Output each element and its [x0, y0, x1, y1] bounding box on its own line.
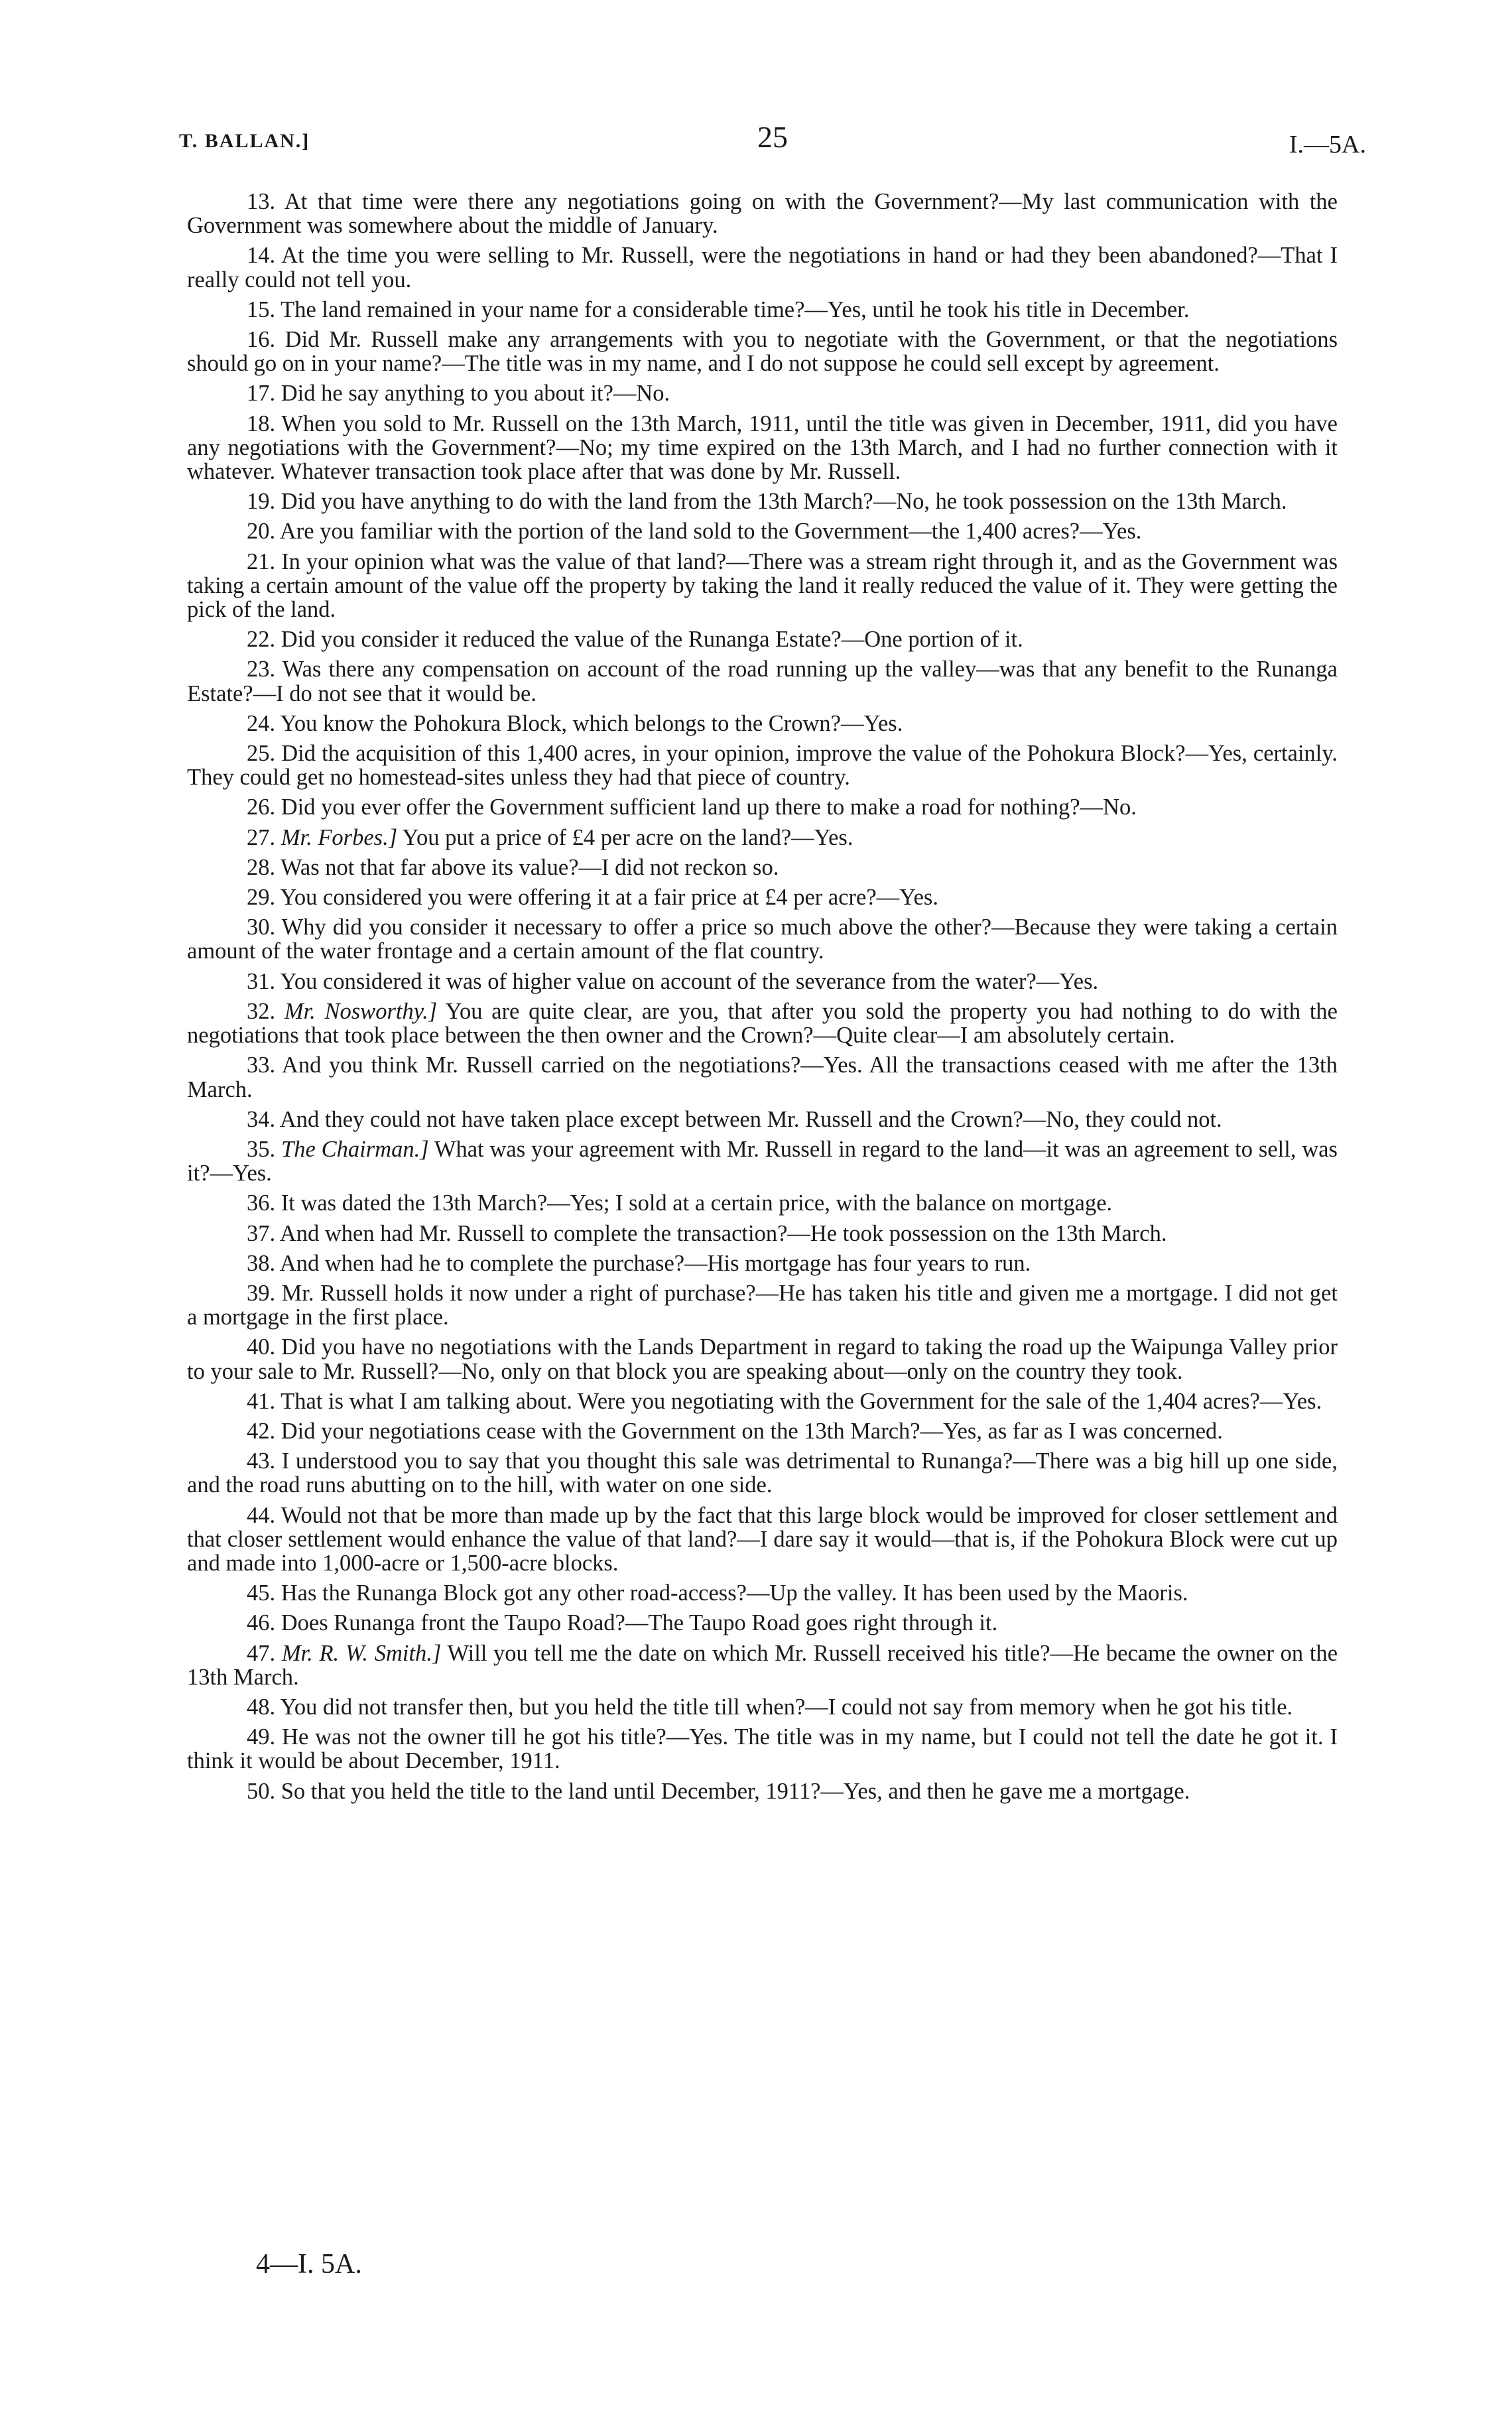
speaker-name: Mr. Forbes.] — [281, 824, 398, 850]
testimony-paragraph — [187, 712, 1338, 735]
testimony-paragraph — [187, 1191, 1338, 1215]
testimony-paragraph — [187, 519, 1338, 543]
page-header — [179, 119, 1366, 172]
paragraph-text: 25. Did the acquisition of this 1,400 acres, in your opinion, improve the value of the Pohokura Block?—Yes, certainly. They could get no homestead-sites unless they had that piece of country. — [187, 741, 1338, 791]
paragraph-text: 19. Did you have anything to do with the land from the 13th March?—No, he took possession on the 13th March. — [247, 489, 1287, 515]
paragraph-text: 42. Did your negotiations cease with the Government on the 13th March?—Yes, as far as I was concerned. — [247, 1418, 1223, 1444]
testimony-paragraph — [187, 1335, 1338, 1383]
paragraph-text: 48. You did not transfer then, but you held the title till when?—I could not say from memory when he got his title. — [247, 1694, 1293, 1720]
paragraph-text: 44. Would not that be more than made up by the fact that this large block would be improved for closer settlement and that closer settlement would enhance the value of that land?—I dare say it would—that is, if the Pohokura Block were cut up and made into 1,000-acre or 1,500-acre blocks. — [187, 1502, 1338, 1576]
testimony-paragraph — [187, 741, 1338, 789]
testimony-paragraph — [187, 970, 1338, 993]
paragraph-text: 33. And you think Mr. Russell carried on the negotiations?—Yes. All the transactions ceased with me after the 13th March. — [187, 1053, 1338, 1102]
paragraph-text: 40. Did you have no negotiations with the Lands Department in regard to taking the road up the Waipunga Valley prior to your sale to Mr. Russell?—No, only on that block you are speaking about—only on the country they took. — [187, 1334, 1338, 1384]
paragraph-text: 26. Did you ever offer the Government sufficient land up there to make a road for nothing?—No. — [247, 795, 1137, 820]
paragraph-text: 14. At the time you were selling to Mr. Russell, were the negotiations in hand or had they been abandoned?—That I really could not tell you. — [187, 243, 1338, 292]
paragraph-text: 36. It was dated the 13th March?—Yes; I sold at a certain price, with the balance on mortgage. — [247, 1190, 1113, 1216]
paragraph-text: 38. And when had he to complete the purchase?—His mortgage has four years to run. — [247, 1250, 1031, 1276]
paragraph-text: Will you tell me the date on which Mr. Russell received his title?—He became the owner on the 13th March. — [187, 1640, 1338, 1690]
testimony-paragraph — [187, 856, 1338, 879]
question-number: 47. — [247, 1640, 276, 1666]
paragraph-text: 41. That is what I am talking about. Were you negotiating with the Government for the sale of the 1,404 acres?—Yes. — [247, 1388, 1322, 1414]
testimony-paragraph — [187, 1222, 1338, 1246]
paragraph-text: 23. Was there any compensation on account of the road running up the valley—was that any benefit to the Runanga Estate?—I do not see that it would be. — [187, 657, 1338, 706]
testimony-paragraph — [187, 1725, 1338, 1773]
paragraph-text: You put a price of £4 per acre on the land?—Yes. — [402, 824, 853, 850]
paragraph-text: 29. You considered you were offering it at a fair price at £4 per acre?—Yes. — [247, 885, 938, 911]
paragraph-text: 21. In your opinion what was the value of that land?—There was a stream right through it, and as the Government was taking a certain amount of the value off the property by taking the land it really reduced the value of it. They were getting the pick of the land. — [187, 548, 1338, 623]
paragraph-text: You are quite clear, are you, that after you sold the property you had nothing to do with the negotiations that took place between the then owner and the Crown?—Quite clear—I am absolutely certain. — [187, 998, 1338, 1049]
paragraph-text: 15. The land remained in your name for a considerable time?—Yes, until he took his title in December. — [247, 296, 1190, 322]
paragraph-text: 45. Has the Runanga Block got any other road-access?—Up the valley. It has been used by the Maoris. — [247, 1580, 1188, 1606]
paragraph-text: 49. He was not the owner till he got his title?—Yes. The title was in my name, but I could not tell the date he got it. I think it would be about December, 1911. — [187, 1724, 1338, 1774]
paragraph-text: 18. When you sold to Mr. Russell on the 13th March, 1911, until the title was given in December, 1911, did you have any negotiations with the Government?—No; my time expired on the 13th March, and I had no further connection with it whatever. Whatever transaction took place after that was done by Mr. Russell. — [187, 411, 1338, 485]
paragraph-text: 22. Did you consider it reduced the value of the Runanga Estate?—One portion of it. — [247, 627, 1023, 653]
question-number: 35. — [247, 1136, 276, 1162]
testimony-paragraph — [187, 885, 1338, 909]
testimony-paragraph — [187, 1779, 1338, 1803]
paragraph-text: 31. You considered it was of higher value on account of the severance from the water?—Yes. — [247, 968, 1099, 994]
testimony-paragraph — [187, 298, 1338, 322]
testimony-paragraph — [187, 381, 1338, 405]
paragraph-text: 50. So that you held the title to the land until December, 1911?—Yes, and then he gave me a mortgage. — [247, 1778, 1190, 1804]
paragraph-text: 16. Did Mr. Russell make any arrangements with you to negotiate with the Government, or that the negotiations should go on in your name?—The title was in my name, and I do not suppose he could sell except by agreement. — [187, 327, 1338, 377]
testimony-paragraph — [187, 627, 1338, 651]
testimony-body — [187, 190, 1338, 1809]
report-reference: I.—5A. — [1289, 131, 1366, 159]
testimony-paragraph — [187, 1419, 1338, 1443]
testimony-paragraph — [187, 795, 1338, 819]
testimony-paragraph — [187, 1449, 1338, 1497]
testimony-paragraph — [187, 190, 1338, 237]
testimony-paragraph — [187, 1611, 1338, 1635]
paragraph-text: 20. Are you familiar with the portion of the land sold to the Government—the 1,400 acres?—Yes. — [247, 519, 1142, 544]
speaker-name: Mr. R. W. Smith.] — [281, 1640, 442, 1666]
testimony-paragraph — [187, 999, 1338, 1047]
paragraph-text: 43. I understood you to say that you thought this sale was detrimental to Runanga?—There was a big hill up one side, and the road runs abutting on to the hill, with water on one side. — [187, 1448, 1338, 1498]
testimony-paragraph — [187, 412, 1338, 484]
paragraph-text: What was your agreement with Mr. Russell in regard to the land—it was an agreement to sell, was it?—Yes. — [187, 1136, 1338, 1186]
testimony-paragraph — [187, 915, 1338, 963]
question-number: 27. — [247, 824, 276, 850]
paragraph-text: 17. Did he say anything to you about it?—No. — [247, 381, 670, 407]
speaker-name: Mr. Nosworthy.] — [284, 998, 438, 1024]
testimony-paragraph — [187, 328, 1338, 375]
paragraph-text: 37. And when had Mr. Russell to complete the transaction?—He took possession on the 13th March. — [247, 1220, 1167, 1246]
testimony-paragraph — [187, 1281, 1338, 1329]
testimony-paragraph — [187, 1641, 1338, 1689]
paragraph-text: 13. At that time were there any negotiations going on with the Government?—My last communication with the Government was somewhere about the middle of January. — [187, 189, 1338, 239]
speaker-name: The Chairman.] — [281, 1136, 429, 1162]
question-number: 32. — [247, 998, 276, 1024]
witness-name: T. BALLAN.] — [179, 130, 310, 152]
paragraph-text: 39. Mr. Russell holds it now under a right of purchase?—He has taken his title and given me a mortgage. I did not get a mortgage in the first place. — [187, 1280, 1338, 1330]
testimony-paragraph — [187, 1137, 1338, 1185]
testimony-paragraph — [187, 243, 1338, 291]
paragraph-text: 28. Was not that far above its value?—I did not reckon so. — [247, 854, 779, 880]
paragraph-text: 34. And they could not have taken place except between Mr. Russell and the Crown?—No, they could not. — [247, 1106, 1222, 1132]
testimony-paragraph — [187, 1251, 1338, 1275]
testimony-paragraph — [187, 489, 1338, 513]
signature-mark: 4—I. 5A. — [256, 2249, 362, 2279]
testimony-paragraph — [187, 1695, 1338, 1719]
testimony-paragraph — [187, 1581, 1338, 1605]
paragraph-text: 30. Why did you consider it necessary to offer a price so much above the other?—Because they were taking a certain amount of the water frontage and a certain amount of the flat country. — [187, 915, 1338, 964]
testimony-paragraph — [187, 1053, 1338, 1101]
testimony-paragraph — [187, 550, 1338, 622]
testimony-paragraph — [187, 1503, 1338, 1576]
page-number: 25 — [757, 120, 788, 154]
paragraph-text: 46. Does Runanga front the Taupo Road?—The Taupo Road goes right through it. — [247, 1610, 998, 1636]
testimony-paragraph — [187, 1108, 1338, 1131]
paragraph-text: 24. You know the Pohokura Block, which belongs to the Crown?—Yes. — [247, 710, 903, 736]
testimony-paragraph — [187, 657, 1338, 705]
testimony-paragraph — [187, 1389, 1338, 1413]
testimony-paragraph — [187, 826, 1338, 850]
